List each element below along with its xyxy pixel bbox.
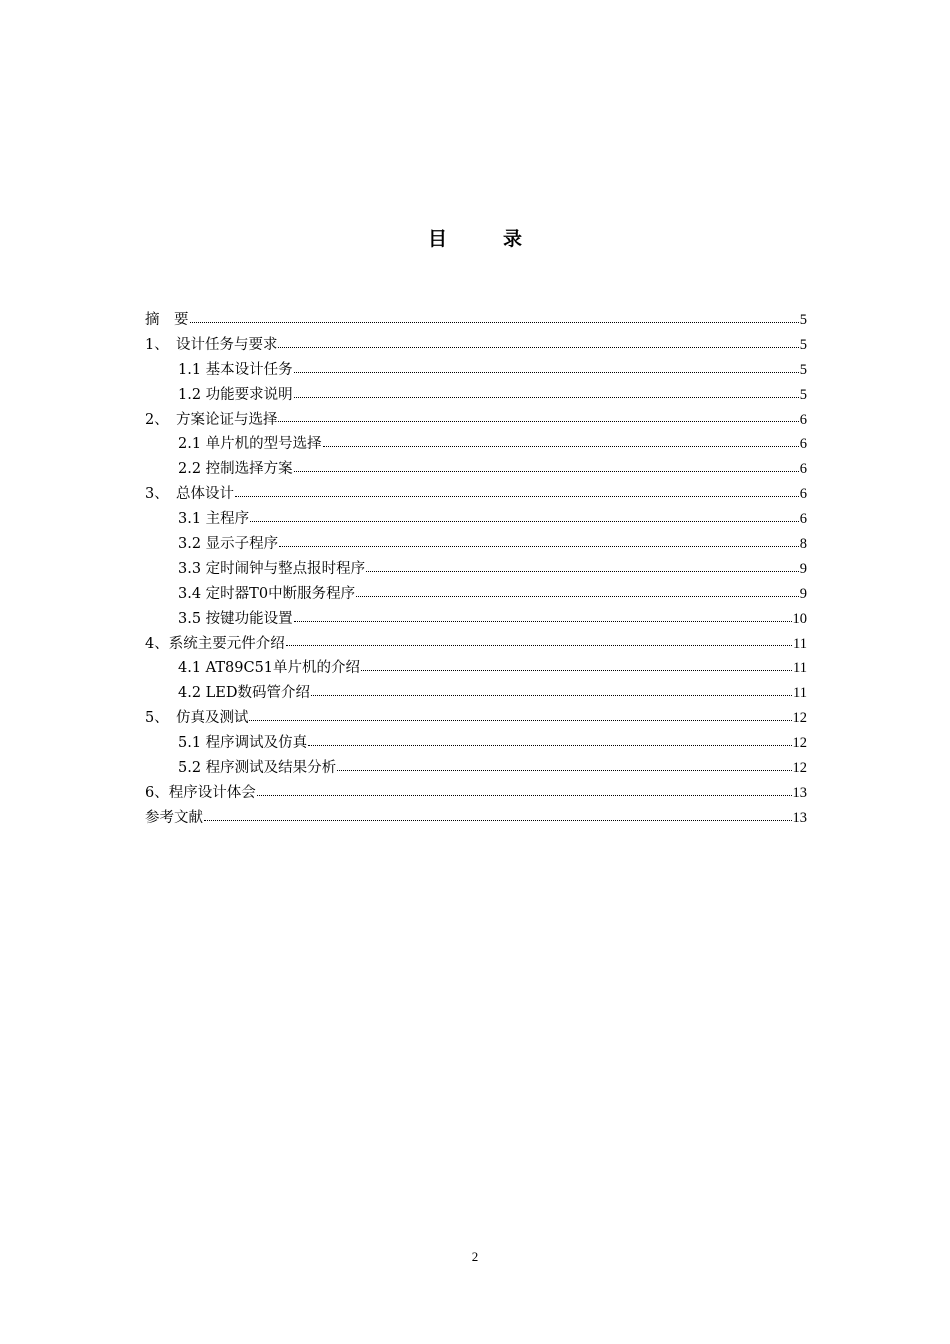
toc-entry-label: 3.1 主程序 — [178, 511, 250, 528]
toc-dot-leader — [294, 470, 799, 472]
toc-entry-label: 6、程序设计体会 — [145, 784, 256, 801]
toc-dot-leader — [308, 744, 791, 746]
toc-entry-page: 6 — [799, 511, 807, 528]
toc-dot-leader — [294, 371, 799, 373]
toc-entry-label: 4、系统主要元件介绍 — [145, 635, 285, 652]
toc-entry-label: 5.2 程序测试及结果分析 — [178, 760, 337, 777]
toc-dot-leader — [294, 620, 792, 622]
toc-entry-page: 12 — [792, 760, 807, 777]
toc-entry-label: 3.4 定时器T0中断服务程序 — [178, 585, 356, 602]
toc-title-left: 目 — [427, 228, 447, 250]
toc-entry[interactable] — [145, 632, 807, 657]
toc-entry-page: 11 — [793, 660, 807, 677]
toc-entry-label: 2.2 控制选择方案 — [178, 461, 293, 478]
toc-entry-label: 3.5 按键功能设置 — [178, 610, 293, 627]
toc-entry[interactable] — [145, 358, 807, 383]
toc-entry[interactable] — [145, 607, 807, 632]
toc-entry-page: 6 — [799, 436, 807, 453]
toc-entry-label: 2、 方案论证与选择 — [145, 411, 278, 428]
toc-entry-page: 13 — [792, 809, 807, 826]
toc-entry[interactable] — [145, 731, 807, 756]
toc-entry-page: 6 — [799, 486, 807, 503]
toc-entry[interactable] — [145, 457, 807, 482]
toc-entry[interactable] — [145, 781, 807, 806]
toc-dot-leader — [366, 570, 799, 572]
toc-entry-label: 4.2 LED数码管介绍 — [178, 685, 311, 702]
toc-dot-leader — [323, 445, 799, 447]
toc-dot-leader — [294, 396, 799, 398]
toc-entry[interactable] — [145, 706, 807, 731]
toc-entry-label: 2.1 单片机的型号选择 — [178, 436, 322, 453]
toc-dot-leader — [286, 644, 792, 646]
toc-dot-leader — [361, 669, 792, 671]
toc-entry[interactable] — [145, 806, 807, 831]
toc-entry[interactable] — [145, 383, 807, 408]
toc-entry-page: 6 — [799, 411, 807, 428]
toc-entry-label: 5.1 程序调试及仿真 — [178, 735, 308, 752]
toc-entry-page: 5 — [799, 336, 807, 353]
toc-dot-leader — [190, 321, 799, 323]
toc-dot-leader — [204, 819, 792, 821]
toc-entry[interactable] — [145, 507, 807, 532]
toc-entry-label: 参考文献 — [145, 809, 203, 826]
toc-entry-page: 5 — [799, 386, 807, 403]
toc-entry-label: 3.3 定时闹钟与整点报时程序 — [178, 560, 366, 577]
toc-entry-page: 13 — [792, 784, 807, 801]
toc-entry-label: 1、 设计任务与要求 — [145, 336, 278, 353]
toc-dot-leader — [249, 719, 791, 721]
toc-entry-page: 5 — [799, 361, 807, 378]
toc-entry[interactable] — [145, 532, 807, 557]
toc-entry-page: 10 — [792, 610, 807, 627]
toc-dot-leader — [311, 694, 792, 696]
toc-entry-page: 12 — [792, 735, 807, 752]
toc-entry[interactable] — [145, 582, 807, 607]
toc-dot-leader — [235, 495, 799, 497]
toc-entry-label: 摘 要 — [145, 312, 189, 328]
toc-entry-label: 3.2 显示子程序 — [178, 536, 279, 553]
toc-dot-leader — [278, 420, 798, 422]
toc-entry-page: 11 — [793, 685, 807, 702]
toc-entry[interactable] — [145, 557, 807, 582]
toc-entry[interactable] — [145, 333, 807, 358]
toc-entry-label: 5、 仿真及测试 — [145, 710, 249, 727]
toc-entry[interactable] — [145, 656, 807, 681]
toc-dot-leader — [250, 520, 799, 522]
toc-entry[interactable] — [145, 308, 807, 333]
toc-entry[interactable] — [145, 408, 807, 433]
toc-entry-page: 9 — [799, 560, 807, 577]
toc-entry[interactable] — [145, 432, 807, 457]
toc-dot-leader — [356, 595, 799, 597]
toc-entry-page: 12 — [792, 710, 807, 727]
toc-entry-page: 5 — [799, 312, 807, 328]
toc-entry-label: 3、 总体设计 — [145, 486, 234, 503]
table-of-contents — [145, 308, 807, 831]
toc-entry-page: 6 — [799, 461, 807, 478]
toc-dot-leader — [279, 545, 799, 547]
toc-dot-leader — [278, 346, 798, 348]
toc-entry-page: 11 — [793, 635, 807, 652]
page-number: 2 — [471, 1249, 479, 1264]
toc-entry-label: 1.1 基本设计任务 — [178, 361, 293, 378]
toc-entry-label: 4.1 AT89C51单片机的介绍 — [178, 660, 361, 677]
toc-entry[interactable] — [145, 681, 807, 706]
toc-entry[interactable] — [145, 756, 807, 781]
toc-title-right: 录 — [503, 228, 523, 250]
toc-entry-page: 8 — [799, 536, 807, 553]
toc-entry-label: 1.2 功能要求说明 — [178, 386, 293, 403]
toc-dot-leader — [257, 794, 792, 796]
toc-entry[interactable] — [145, 482, 807, 507]
toc-entry-page: 9 — [799, 585, 807, 602]
toc-title — [0, 224, 950, 251]
toc-dot-leader — [337, 769, 791, 771]
